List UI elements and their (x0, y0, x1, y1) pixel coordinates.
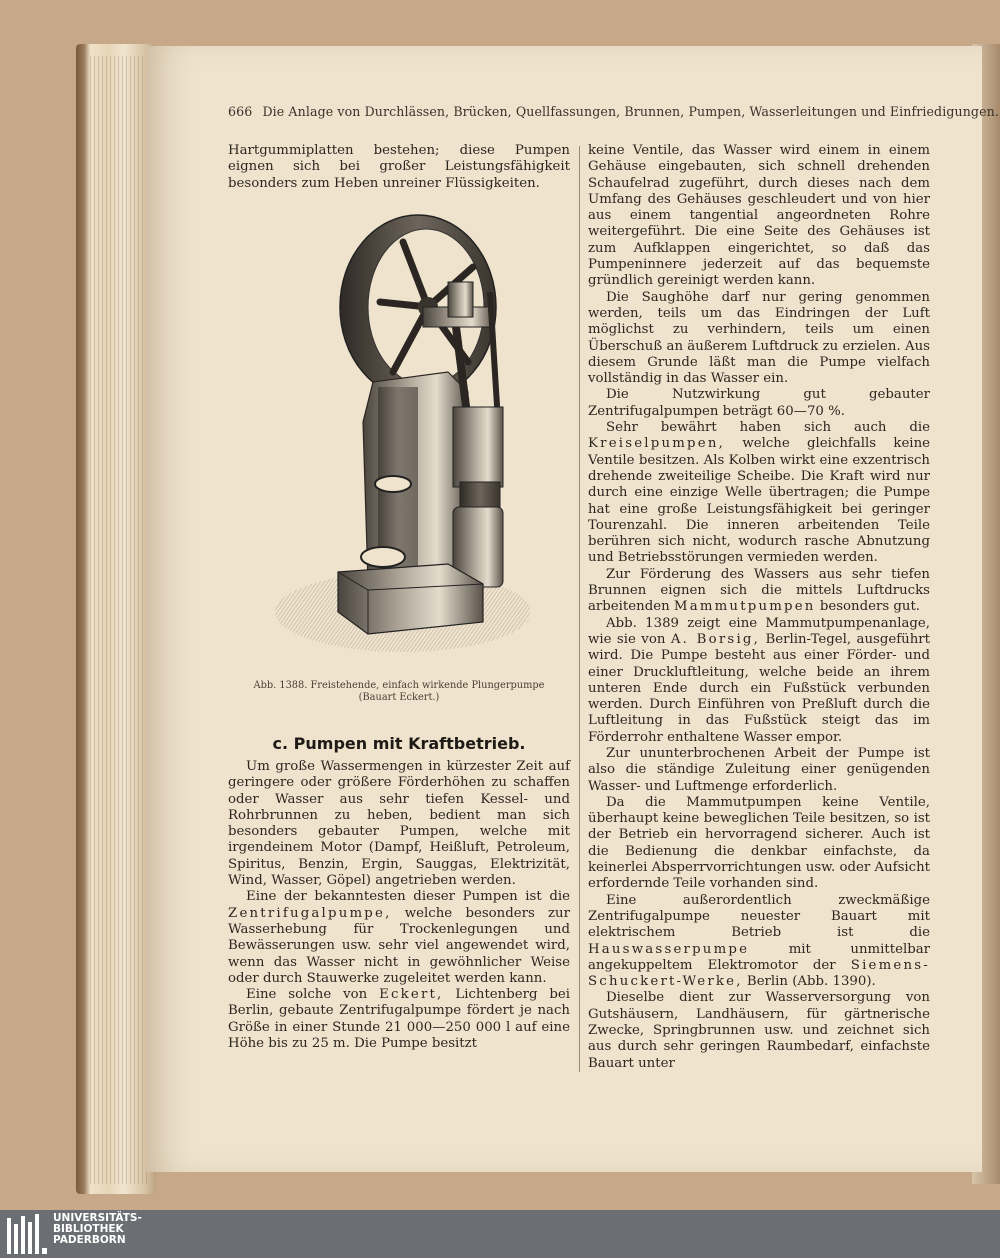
paragraph: Um große Wassermengen in kürzester Zeit auf geringere oder größere Förderhöhen zu schaffen oder Wasser aus sehr tiefen Kessel- und Rohrbrunnen zu heben, bedient man sich besonders gebauter Pumpen, welche mit irgendeinem Motor (Dampf, Heißluft, Petroleum, Spiritus, Benzin, Ergin, Sauggas, Elektrizität, Wind, Wasser, Göpel) angetrieben werden. (228, 759, 570, 889)
library-footer-bar (0, 1210, 1000, 1258)
running-title: Die Anlage von Durchlässen, Brücken, Quellfassungen, Brunnen, Pumpen, Wasserleitungen und Einfriedigungen. (262, 104, 999, 119)
text-run: Sehr bewährt haben sich auch die (606, 420, 930, 436)
page-edges-texture (90, 56, 148, 1184)
paragraph (228, 987, 570, 1052)
text-run: Berlin (Abb. 1390). (746, 974, 876, 990)
right-column (588, 143, 930, 1072)
paragraph: Die Saughöhe darf nur gering genommen werden, teils um das Eindringen der Luft möglichst zu verhindern, teils um einen Überschuß an äußerem Luftdruck zu erzielen. Aus diesem Grunde läßt man die Pumpe vielfach vollständig in das Wasser ein. (588, 289, 930, 387)
paragraph (228, 889, 570, 987)
text-run: Eine der bekanntesten dieser Pumpen ist die (246, 889, 570, 905)
text-run: welche besonders zur Wasserhebung für Trockenlegungen und Bewässerungen usw. sehr viel angewendet wird, wenn das Wasser nicht in gewöhnlicher Weise oder durch Stauwerke zugeleitet werden kann. (228, 905, 570, 986)
section-heading: c. Pumpen mit Kraftbetrieb. (272, 734, 526, 753)
paragraph (588, 420, 930, 567)
emphasis-term: Hauswasserpumpe (588, 941, 750, 957)
paragraph (588, 567, 930, 616)
emphasis-term: Zentrifugalpumpe, (228, 905, 392, 921)
text-run: Lichtenberg bei Berlin, gebaute Zentrifugalpumpe fördert je nach Größe in einer Stunde 21 000—250 000 l auf eine Höhe bis zu 25 m. Die Pumpe besitzt (228, 987, 570, 1052)
library-name-line: BIBLIOTHEK (53, 1223, 124, 1236)
emphasis-name: Eckert, (379, 987, 444, 1003)
caption-line: (Bauart Eckert.) (358, 691, 440, 703)
figure-plunger-pump (268, 212, 530, 674)
left-column (228, 759, 570, 1052)
library-logo-icon (6, 1212, 48, 1256)
paragraph: Dieselbe dient zur Wasserversorgung von Gutshäusern, Landhäusern, für gärtnerische Zwecke, Springbrunnen usw. und zeichnet sich aus durch sehr geringen Raumbedarf, einfachste Bauart unter (588, 990, 930, 1071)
text-run: Eine solche von (246, 987, 368, 1003)
library-name-line: UNIVERSITÄTS- (53, 1212, 142, 1224)
paragraph: keine Ventile, das Wasser wird einem in einem Gehäuse eingebauten, sich schnell drehenden Schaufelrad zugeführt, durch dieses nach dem Umfang des Gehäuses geschleudert und von hier aus einem tangential angeordneten Rohre weitergeführt. Die eine Seite des Gehäuses ist zum Aufklappen eingerichtet, so daß das Pumpeninnere jederzeit auf das bequemste gründlich gereinigt werden kann. (588, 143, 930, 289)
paragraph (588, 616, 930, 746)
column-rule (579, 146, 580, 1072)
caption-line: Abb. 1388. Freistehende, einfach wirkende Plungerpumpe (253, 680, 545, 691)
left-column-top (228, 143, 570, 192)
text-run: Eine außerordentlich zweckmäßige Zentrifugalpumpe neuester Bauart mit elektrischem Betrieb ist die (588, 892, 930, 941)
text-run: Abb. 1389 zeigt eine Mammutpumpenanlage, wie sie von (588, 615, 930, 647)
paragraph: Da die Mammutpumpen keine Ventile, überhaupt keine beweglichen Teile besitzen, so ist der Betrieb ein hervorragend sicherer. Auch ist die Bedienung die denkbar einfachste, da keinerlei Absperrvorrichtungen usw. oder Aufsicht erfordernde Teile vorhanden sind. (588, 794, 930, 892)
paragraph: Die Nutzwirkung gut gebauter Zentrifugalpumpen beträgt 60—70 %. (588, 387, 930, 419)
text-run: welche gleichfalls keine Ventile besitzen. Als Kolben wirkt eine exzentrisch drehende zweiteilige Scheibe. Die Kraft wird nur durch eine einzige Welle übertragen; die Pumpe hat eine große Leistungsfähigkeit bei geringer Tourenzahl. Die inneren arbeitenden Teile berühren sich nicht, wodurch rasche Abnutzung und Betriebsstörungen vermieden werden. (588, 436, 930, 566)
library-name (53, 1213, 142, 1247)
emphasis-name: Siemens-Schuckert-Werke, (588, 957, 930, 990)
paragraph: Zur ununterbrochenen Arbeit der Pumpe ist also die ständige Zuleitung einer genügenden Wasser- und Luftmenge erforderlich. (588, 745, 930, 794)
figure-caption (228, 680, 570, 703)
text-run: besonders gut. (819, 599, 921, 615)
running-header (228, 104, 999, 119)
emphasis-name: A. Borsig, (670, 631, 761, 647)
emphasis-term: Mammutpumpen (673, 599, 816, 615)
text-run: mit unmittelbar angekuppeltem Elektromotor der (588, 941, 930, 973)
emphasis-term: Kreiselpumpen, (588, 436, 726, 452)
page-number: 666 (228, 104, 253, 119)
library-name-line: PADERBORN (53, 1234, 126, 1247)
plunger-cylinder (453, 407, 503, 487)
paragraph (588, 893, 930, 991)
pump-base (338, 564, 483, 634)
text-run: Berlin-Tegel, ausgeführt wird. Die Pumpe besteht aus einer Förder- und einer Druckluftleitung, welche beide an ihrem unteren Ende durch ein Fußstück verbunden werden. Durch Einführen von Preßluft durch die Luftleitung in das Fußstück steigt das im Förderrohr enthaltene Wasser empor. (588, 631, 931, 745)
text-run: Zur Förderung des Wassers aus sehr tiefen Brunnen eignen sich die mittels Luftdrucks arbeitenden (588, 566, 930, 615)
paragraph: Hartgummiplatten bestehen; diese Pumpen eignen sich bei großer Leistungsfähigkeit besonders zum Heben unreiner Flüssigkeiten. (228, 143, 570, 191)
